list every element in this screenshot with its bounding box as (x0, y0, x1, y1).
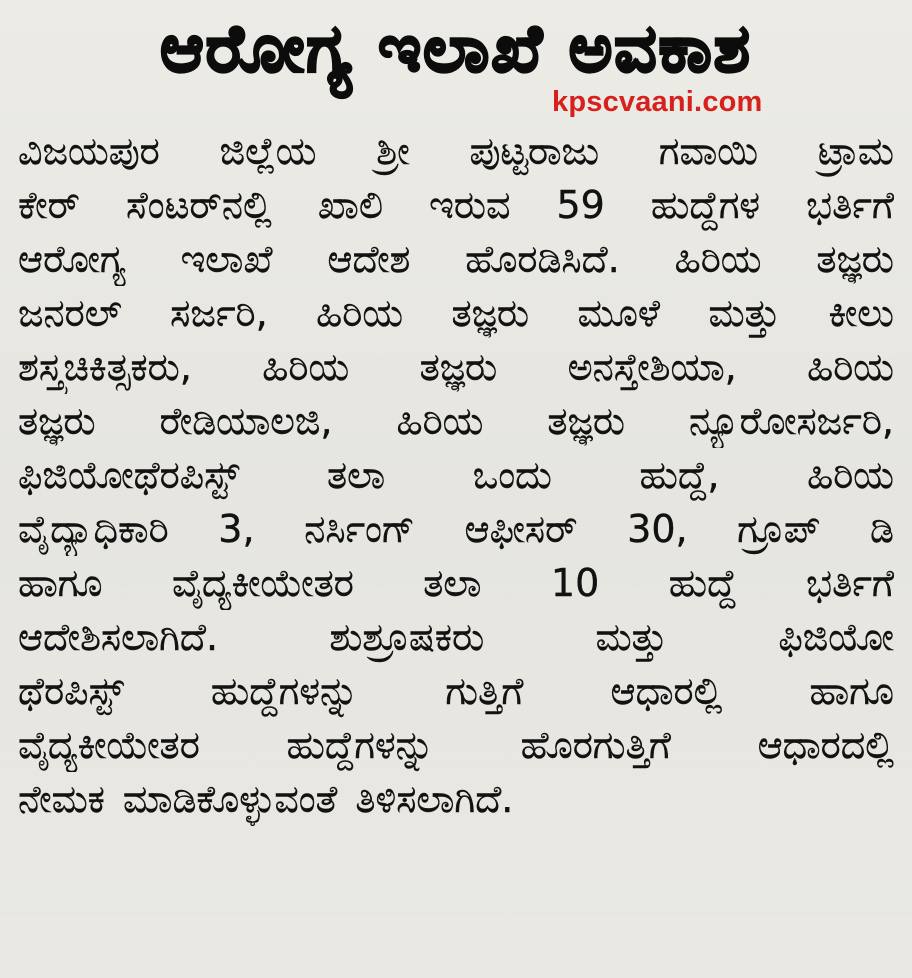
article-line: ಥೆರಪಿಸ್ಟ್ ಹುದ್ದೆಗಳನ್ನು ಗುತ್ತಿಗೆ ಆಧಾರಲ್ಲಿ ಹಾಗೂ (18, 669, 894, 713)
article-line: ಆರೋಗ್ಯ ಇಲಾಖೆ ಆದೇಶ ಹೊರಡಿಸಿದೆ. ಹಿರಿಯ ತಜ್ಞರು (18, 237, 894, 281)
article-line: ಶಸ್ತ್ರಚಿಕಿತ್ಸಕರು, ಹಿರಿಯ ತಜ್ಞರು ಅನಸ್ತೇಶಿಯಾ, ಹಿರಿಯ (18, 345, 894, 389)
article-line: ಹಾಗೂ ವೈದ್ಯಕೀಯೇತರ ತಲಾ 10 ಹುದ್ದೆ ಭರ್ತಿಗೆ (18, 561, 894, 605)
article-line: ವೈದ್ಯಕೀಯೇತರ ಹುದ್ದೆಗಳನ್ನು ಹೊರಗುತ್ತಿಗೆ ಆಧಾರದಲ್ಲಿ (18, 723, 894, 767)
watermark-url: kpscvaani.com (552, 86, 763, 118)
article-line: ಜನರಲ್ ಸರ್ಜರಿ, ಹಿರಿಯ ತಜ್ಞರು ಮೂಳೆ ಮತ್ತು ಕೀಲು (18, 291, 894, 335)
article-line: ವಿಜಯಪುರ ಜಿಲ್ಲೆಯ ಶ್ರೀ ಪುಟ್ಟರಾಜು ಗವಾಯಿ ಟ್ರಾಮ (18, 129, 894, 173)
article-line: ವೈದ್ಯಾಧಿಕಾರಿ 3, ನರ್ಸಿಂಗ್ ಆಫೀಸರ್ 30, ಗ್ರೂಪ್ ಡಿ (18, 507, 894, 551)
article-line: ಆದೇಶಿಸಲಾಗಿದೆ. ಶುಶ್ರೂಷಕರು ಮತ್ತು ಫಿಜಿಯೋ (18, 615, 894, 659)
headline: ಆರೋಗ್ಯ ಇಲಾಖೆ ಅವಕಾಶ (160, 10, 752, 87)
article-line: ಕೇರ್ ಸೆಂಟರ್‌ನಲ್ಲಿ ಖಾಲಿ ಇರುವ 59 ಹುದ್ದೆಗಳ ಭರ್ತಿಗೆ (18, 183, 894, 227)
article-line: ಫಿಜಿಯೋಥೆರಪಿಸ್ಟ್ ತಲಾ ಒಂದು ಹುದ್ದೆ, ಹಿರಿಯ (18, 453, 894, 497)
article-body (18, 124, 894, 826)
article-line: ತಜ್ಞರು ರೇಡಿಯಾಲಜಿ, ಹಿರಿಯ ತಜ್ಞರು ನ್ಯೂರೋಸರ್ಜರಿ, (18, 399, 894, 443)
article-line: ನೇಮಕ ಮಾಡಿಕೊಳ್ಳುವಂತೆ ತಿಳಿಸಲಾಗಿದೆ. (18, 777, 514, 821)
